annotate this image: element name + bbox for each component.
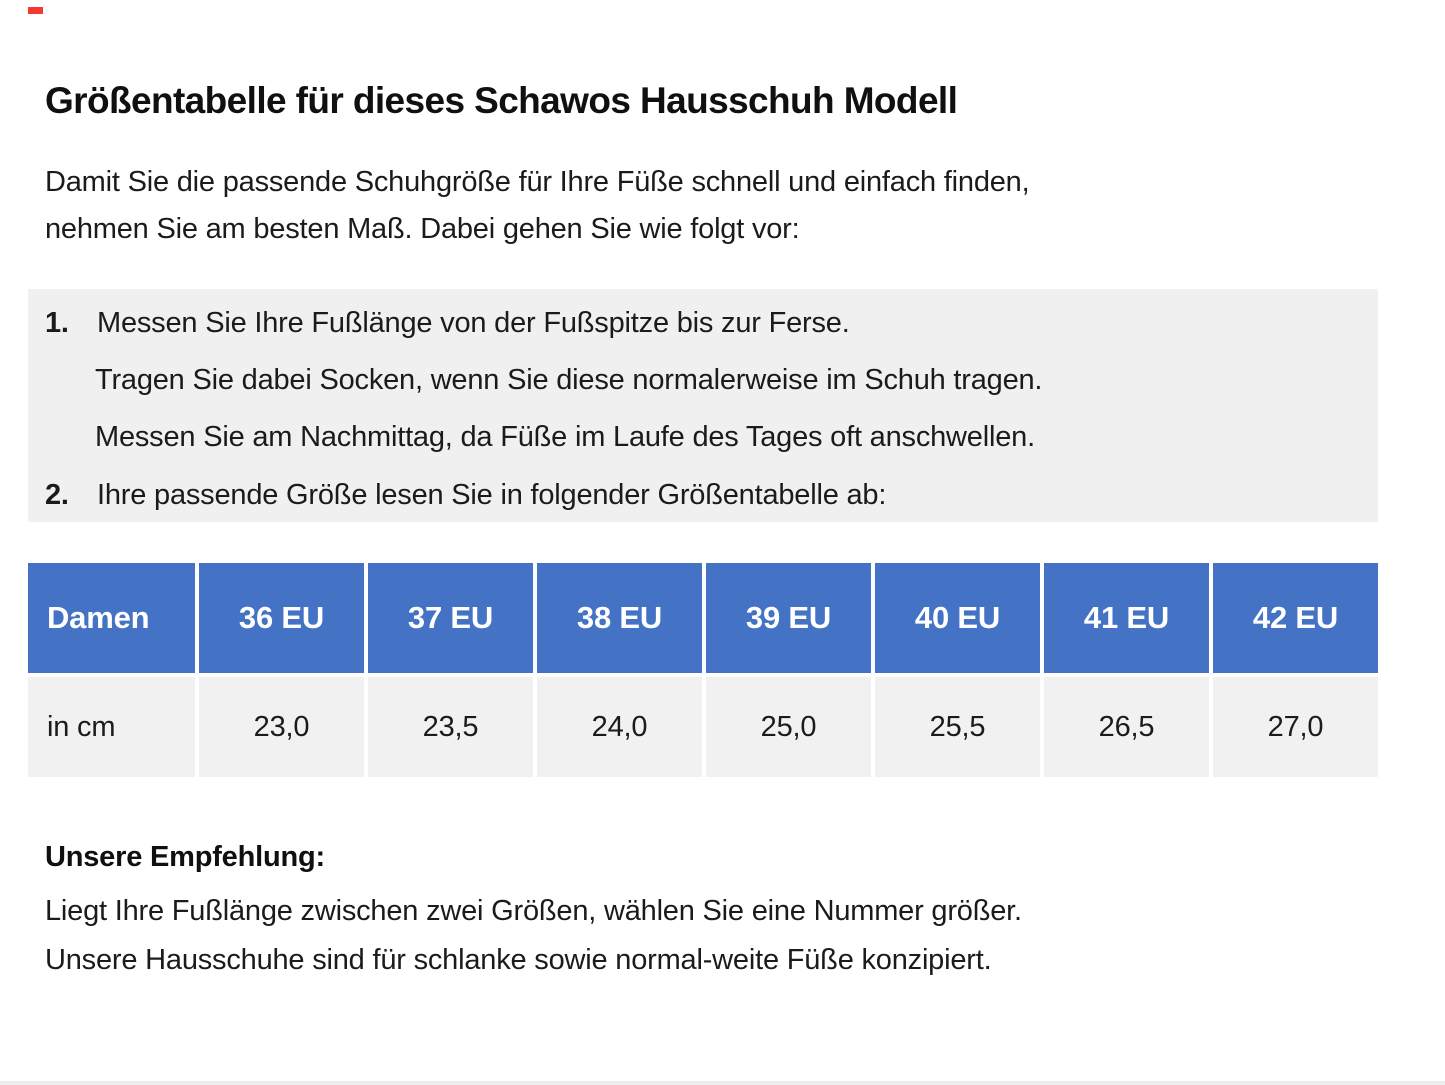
cm-value-41eu: 26,5 bbox=[1044, 677, 1209, 777]
header-cell-39eu: 39 EU bbox=[706, 563, 871, 673]
header-cell-40eu: 40 EU bbox=[875, 563, 1040, 673]
size-table bbox=[28, 563, 1378, 777]
cm-value-36eu: 23,0 bbox=[199, 677, 364, 777]
intro-line-1: Damit Sie die passende Schuhgröße für Ihre Füße schnell und einfach finden, bbox=[45, 166, 1030, 198]
cm-value-37eu: 23,5 bbox=[368, 677, 533, 777]
bottom-edge-strip bbox=[0, 1081, 1445, 1085]
size-table-header-row bbox=[28, 563, 1378, 673]
recommendation-line-1: Liegt Ihre Fußlänge zwischen zwei Größen, wählen Sie eine Nummer größer. bbox=[45, 895, 1022, 927]
header-cell-41eu: 41 EU bbox=[1044, 563, 1209, 673]
recommendation-heading: Unsere Empfehlung: bbox=[45, 841, 325, 873]
step-text: Messen Sie Ihre Fußlänge von der Fußspitze bis zur Ferse. bbox=[97, 307, 850, 339]
step-number: 1. bbox=[45, 307, 69, 339]
cm-value-40eu: 25,5 bbox=[875, 677, 1040, 777]
instruction-step-1-detail-2: Messen Sie am Nachmittag, da Füße im Laufe des Tages oft anschwellen. bbox=[95, 421, 1035, 453]
page-title: Größentabelle für dieses Schawos Hausschuh Modell bbox=[45, 80, 958, 121]
header-cell-damen: Damen bbox=[28, 563, 195, 673]
size-table-cm-row bbox=[28, 677, 1378, 777]
record-indicator-icon bbox=[28, 7, 43, 14]
step-text: Ihre passende Größe lesen Sie in folgender Größentabelle ab: bbox=[97, 479, 887, 511]
header-cell-36eu: 36 EU bbox=[199, 563, 364, 673]
header-cell-42eu: 42 EU bbox=[1213, 563, 1378, 673]
instruction-step-1-detail-1: Tragen Sie dabei Socken, wenn Sie diese normalerweise im Schuh tragen. bbox=[95, 364, 1043, 396]
intro-line-2: nehmen Sie am besten Maß. Dabei gehen Sie wie folgt vor: bbox=[45, 213, 800, 245]
step-number: 2. bbox=[45, 479, 69, 511]
recommendation-line-2: Unsere Hausschuhe sind für schlanke sowie normal-weite Füße konzipiert. bbox=[45, 944, 992, 976]
measuring-instructions-box bbox=[28, 289, 1378, 522]
header-cell-37eu: 37 EU bbox=[368, 563, 533, 673]
header-cell-38eu: 38 EU bbox=[537, 563, 702, 673]
cm-value-38eu: 24,0 bbox=[537, 677, 702, 777]
cm-value-42eu: 27,0 bbox=[1213, 677, 1378, 777]
cm-value-39eu: 25,0 bbox=[706, 677, 871, 777]
row-label-in-cm: in cm bbox=[28, 677, 195, 777]
